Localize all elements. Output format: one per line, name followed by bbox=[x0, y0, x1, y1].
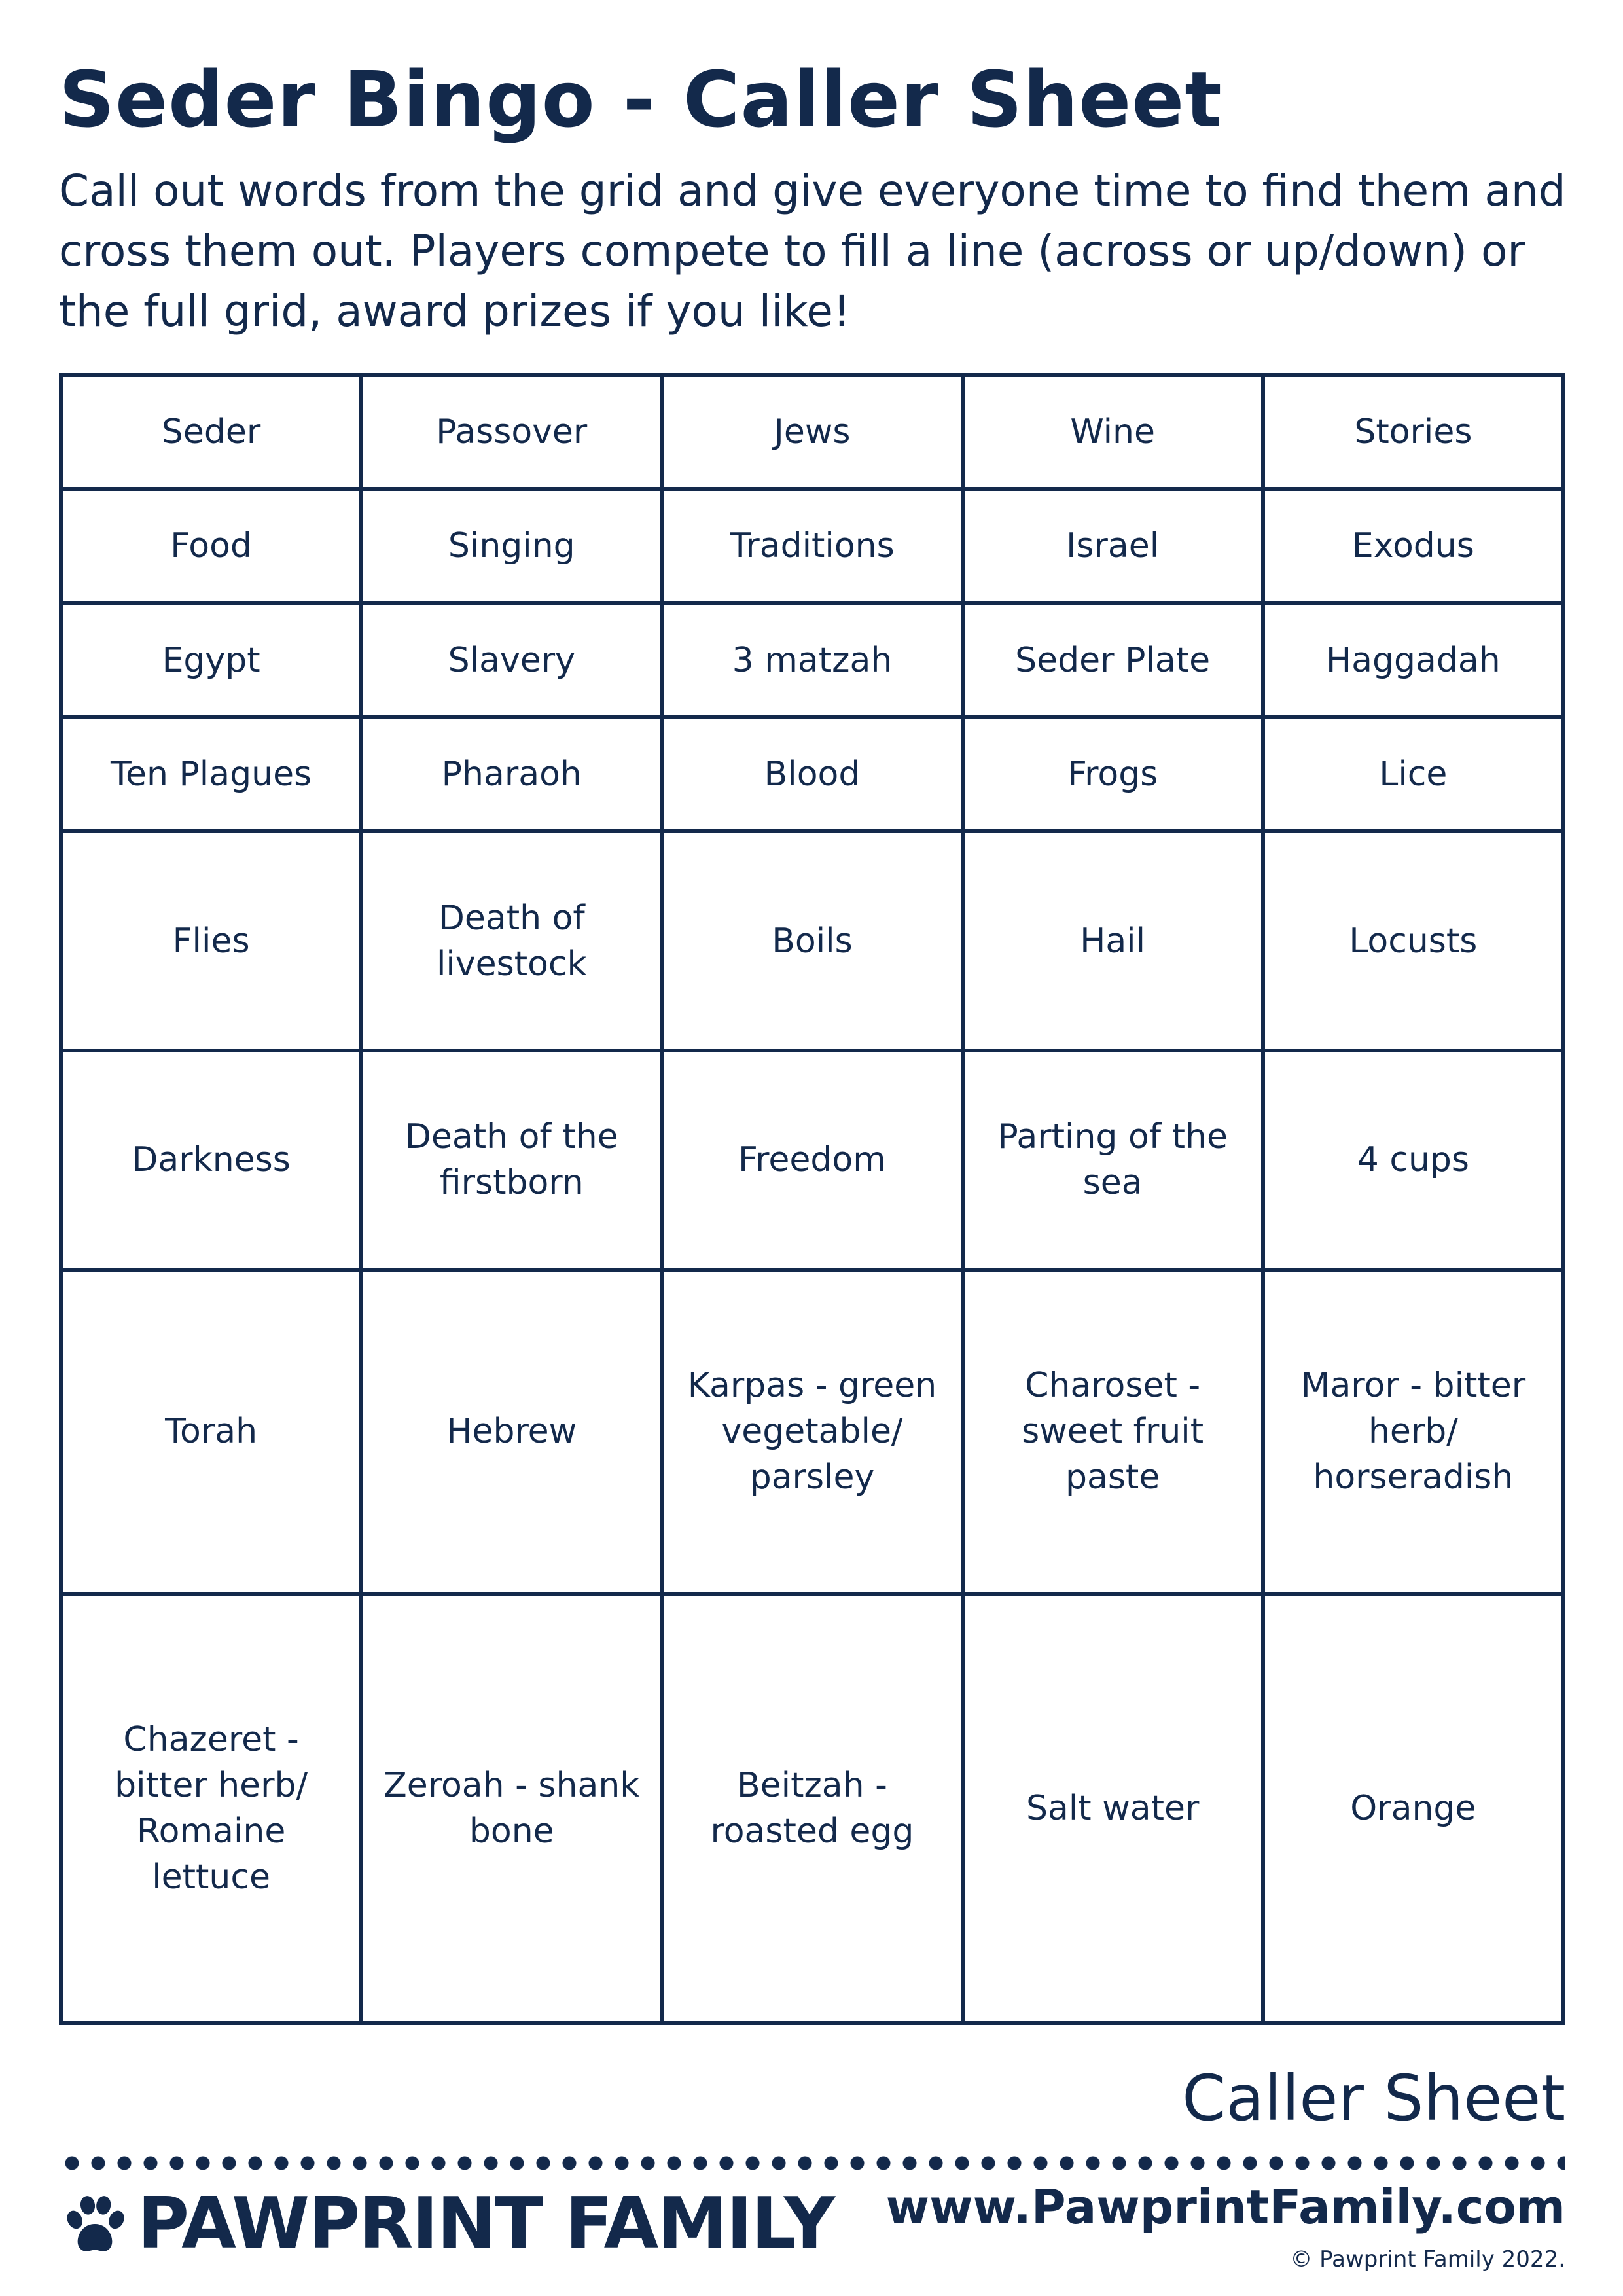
grid-cell: 4 cups bbox=[1263, 1050, 1563, 1270]
grid-cell: Parting of the sea bbox=[963, 1050, 1263, 1270]
grid-cell: Hebrew bbox=[361, 1270, 662, 1594]
brand-logo bbox=[59, 2185, 834, 2263]
grid-cell: Food bbox=[61, 489, 361, 603]
grid-cell: 3 matzah bbox=[662, 603, 962, 717]
grid-cell: Traditions bbox=[662, 489, 962, 603]
grid-cell: Maror - bitter herb/ horseradish bbox=[1263, 1270, 1563, 1594]
grid-cell: Beitzah - roasted egg bbox=[662, 1594, 962, 2023]
grid-row bbox=[61, 489, 1563, 603]
grid-cell: Seder bbox=[61, 375, 361, 489]
grid-cell: Pharaoh bbox=[361, 717, 662, 831]
caller-sheet-label: Caller Sheet bbox=[1182, 2062, 1565, 2135]
grid-row bbox=[61, 717, 1563, 831]
grid-cell: Locusts bbox=[1263, 831, 1563, 1050]
grid-cell: Chazeret - bitter herb/ Romaine lettuce bbox=[61, 1594, 361, 2023]
dotted-divider bbox=[59, 2155, 1565, 2171]
grid-cell: Stories bbox=[1263, 375, 1563, 489]
grid-row bbox=[61, 1270, 1563, 1594]
grid-cell: Israel bbox=[963, 489, 1263, 603]
grid-cell: Orange bbox=[1263, 1594, 1563, 2023]
instructions-text: Call out words from the grid and give everyone time to find them and cross them out. Players compete to fill a line (across or up/down) or the full grid, award prizes if you like! bbox=[59, 166, 1566, 336]
grid-row bbox=[61, 603, 1563, 717]
grid-row bbox=[61, 375, 1563, 489]
grid-cell: Hail bbox=[963, 831, 1263, 1050]
paw-print-icon bbox=[59, 2188, 131, 2260]
grid-cell: Seder Plate bbox=[963, 603, 1263, 717]
grid-cell: Darkness bbox=[61, 1050, 361, 1270]
grid-cell: Torah bbox=[61, 1270, 361, 1594]
grid-row bbox=[61, 1050, 1563, 1270]
grid-row bbox=[61, 831, 1563, 1050]
grid-cell: Flies bbox=[61, 831, 361, 1050]
grid-cell: Charoset - sweet fruit paste bbox=[963, 1270, 1263, 1594]
grid-cell: Haggadah bbox=[1263, 603, 1563, 717]
brand-name: PAWPRINT FAMILY bbox=[137, 2183, 834, 2265]
website-url: www.PawprintFamily.com bbox=[885, 2179, 1565, 2234]
page-title: Seder Bingo - Caller Sheet bbox=[59, 54, 1222, 145]
bingo-grid bbox=[59, 373, 1565, 2025]
grid-cell: Death of livestock bbox=[361, 831, 662, 1050]
grid-cell: Passover bbox=[361, 375, 662, 489]
grid-cell: Boils bbox=[662, 831, 962, 1050]
grid-cell: Lice bbox=[1263, 717, 1563, 831]
grid-cell: Salt water bbox=[963, 1594, 1263, 2023]
grid-cell: Wine bbox=[963, 375, 1263, 489]
grid-cell: Karpas - green vegetable/ parsley bbox=[662, 1270, 962, 1594]
grid-cell: Singing bbox=[361, 489, 662, 603]
grid-cell: Frogs bbox=[963, 717, 1263, 831]
grid-cell: Exodus bbox=[1263, 489, 1563, 603]
grid-cell: Ten Plagues bbox=[61, 717, 361, 831]
grid-cell: Death of the firstborn bbox=[361, 1050, 662, 1270]
grid-cell: Freedom bbox=[662, 1050, 962, 1270]
grid-cell: Jews bbox=[662, 375, 962, 489]
grid-cell: Slavery bbox=[361, 603, 662, 717]
copyright-notice: © Pawprint Family 2022. bbox=[1290, 2246, 1565, 2272]
grid-row bbox=[61, 1594, 1563, 2023]
grid-cell: Blood bbox=[662, 717, 962, 831]
grid-cell: Zeroah - shank bone bbox=[361, 1594, 662, 2023]
grid-cell: Egypt bbox=[61, 603, 361, 717]
